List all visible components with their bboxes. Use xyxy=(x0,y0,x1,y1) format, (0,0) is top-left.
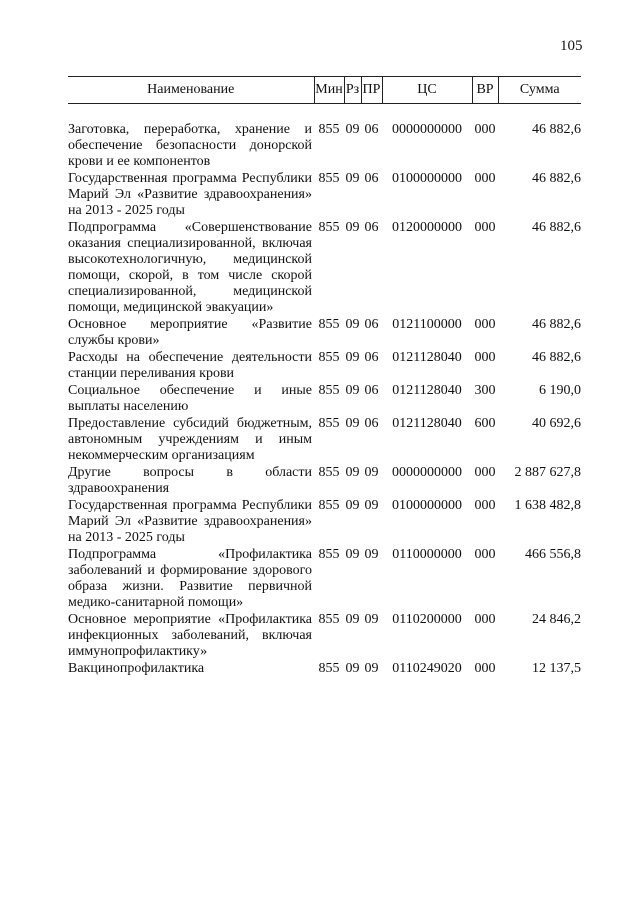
row-vr: 000 xyxy=(474,122,496,137)
row-name: Подпрограмма «Совершенствование оказания специализированной, включая высокотехнологичную, медицинской помощи, скорой, в том числе скорой специализированной, медицинской помощи, медицинской эвакуации» xyxy=(68,220,312,315)
row-sum: 46 882,6 xyxy=(532,350,581,365)
table-row xyxy=(68,661,581,678)
row-pr: 09 xyxy=(364,547,379,562)
table-row xyxy=(68,498,581,547)
row-vr: 000 xyxy=(474,661,496,676)
row-sum: 46 882,6 xyxy=(532,317,581,332)
row-pr: 09 xyxy=(364,498,379,513)
row-sum: 12 137,5 xyxy=(532,661,581,676)
budget-table xyxy=(68,76,581,678)
row-rz: 09 xyxy=(345,122,360,137)
header-sum: Сумма xyxy=(498,77,581,104)
table-row xyxy=(68,416,581,465)
row-cs: 0110200000 xyxy=(392,612,462,627)
row-vr: 300 xyxy=(474,383,496,398)
row-rz: 09 xyxy=(345,317,360,332)
row-min: 855 xyxy=(318,383,340,398)
row-sum: 40 692,6 xyxy=(532,416,581,431)
row-pr: 09 xyxy=(364,661,379,676)
page-number: 105 xyxy=(560,38,583,54)
row-min: 855 xyxy=(318,350,340,365)
row-pr: 06 xyxy=(364,350,379,365)
row-cs: 0121128040 xyxy=(392,383,462,398)
row-min: 855 xyxy=(318,612,340,627)
table-row xyxy=(68,317,581,350)
table-row xyxy=(68,465,581,498)
row-min: 855 xyxy=(318,547,340,562)
row-vr: 000 xyxy=(474,498,496,513)
header-min: Мин xyxy=(314,77,344,104)
row-pr: 06 xyxy=(364,122,379,137)
row-rz: 09 xyxy=(345,612,360,627)
row-pr: 06 xyxy=(364,220,379,235)
row-min: 855 xyxy=(318,416,340,431)
header-cs: ЦС xyxy=(382,77,472,104)
row-sum: 46 882,6 xyxy=(532,122,581,137)
header-rz: Рз xyxy=(344,77,361,104)
row-sum: 6 190,0 xyxy=(539,383,581,398)
row-name: Государственная программа Республики Марий Эл «Развитие здравоохранения» на 2013 - 2025 годы xyxy=(68,498,312,545)
row-min: 855 xyxy=(318,661,340,676)
row-cs: 0120000000 xyxy=(392,220,462,235)
row-vr: 000 xyxy=(474,317,496,332)
row-pr: 06 xyxy=(364,171,379,186)
row-pr: 06 xyxy=(364,383,379,398)
table-header-row xyxy=(68,77,581,104)
row-pr: 09 xyxy=(364,465,379,480)
table-row xyxy=(68,220,581,317)
row-rz: 09 xyxy=(345,498,360,513)
row-sum: 46 882,6 xyxy=(532,171,581,186)
row-sum: 466 556,8 xyxy=(525,547,581,562)
header-name: Наименование xyxy=(68,77,314,104)
row-min: 855 xyxy=(318,171,340,186)
row-name: Предоставление субсидий бюджетным, автономным учреждениям и иным некоммерческим организациям xyxy=(68,416,312,463)
row-cs: 0000000000 xyxy=(392,465,462,480)
row-cs: 0121128040 xyxy=(392,416,462,431)
header-pr: ПР xyxy=(361,77,382,104)
row-rz: 09 xyxy=(345,416,360,431)
row-sum: 2 887 627,8 xyxy=(514,465,581,480)
row-name: Расходы на обеспечение деятельности станции переливания крови xyxy=(68,350,312,381)
row-min: 855 xyxy=(318,465,340,480)
row-rz: 09 xyxy=(345,171,360,186)
row-vr: 000 xyxy=(474,220,496,235)
row-pr: 06 xyxy=(364,317,379,332)
row-pr: 09 xyxy=(364,612,379,627)
row-cs: 0121128040 xyxy=(392,350,462,365)
row-sum: 46 882,6 xyxy=(532,220,581,235)
row-cs: 0121100000 xyxy=(392,317,462,332)
row-pr: 06 xyxy=(364,416,379,431)
row-cs: 0000000000 xyxy=(392,122,462,137)
row-vr: 000 xyxy=(474,350,496,365)
row-name: Государственная программа Республики Марий Эл «Развитие здравоохранения» на 2013 - 2025 годы xyxy=(68,171,312,218)
table-row xyxy=(68,350,581,383)
row-name: Подпрограмма «Профилактика заболеваний и формирование здорового образа жизни. Развитие первичной медико-санитарной помощи» xyxy=(68,547,312,610)
table-row xyxy=(68,547,581,612)
row-rz: 09 xyxy=(345,465,360,480)
row-name: Другие вопросы в области здравоохранения xyxy=(68,465,312,496)
row-rz: 09 xyxy=(345,220,360,235)
row-rz: 09 xyxy=(345,547,360,562)
row-cs: 0110249020 xyxy=(392,661,462,676)
row-vr: 000 xyxy=(474,547,496,562)
header-vr: ВР xyxy=(472,77,498,104)
row-name: Вакцинопрофилактика xyxy=(68,661,205,676)
row-min: 855 xyxy=(318,317,340,332)
row-cs: 0100000000 xyxy=(392,171,462,186)
row-vr: 000 xyxy=(474,612,496,627)
row-vr: 600 xyxy=(474,416,496,431)
row-name: Основное мероприятие «Профилактика инфекционных заболеваний, включая иммунопрофилактику» xyxy=(68,612,312,659)
row-sum: 24 846,2 xyxy=(532,612,581,627)
row-min: 855 xyxy=(318,122,340,137)
row-cs: 0100000000 xyxy=(392,498,462,513)
table-row xyxy=(68,122,581,171)
row-vr: 000 xyxy=(474,171,496,186)
row-rz: 09 xyxy=(345,661,360,676)
row-name: Социальное обеспечение и иные выплаты населению xyxy=(68,383,312,414)
row-sum: 1 638 482,8 xyxy=(514,498,581,513)
row-min: 855 xyxy=(318,498,340,513)
table-row xyxy=(68,171,581,220)
table-row xyxy=(68,383,581,416)
row-min: 855 xyxy=(318,220,340,235)
row-cs: 0110000000 xyxy=(392,547,462,562)
row-rz: 09 xyxy=(345,350,360,365)
row-vr: 000 xyxy=(474,465,496,480)
row-name: Основное мероприятие «Развитие службы крови» xyxy=(68,317,312,348)
row-name: Заготовка, переработка, хранение и обеспечение безопасности донорской крови и ее компонентов xyxy=(68,122,312,169)
row-rz: 09 xyxy=(345,383,360,398)
table-row xyxy=(68,612,581,661)
